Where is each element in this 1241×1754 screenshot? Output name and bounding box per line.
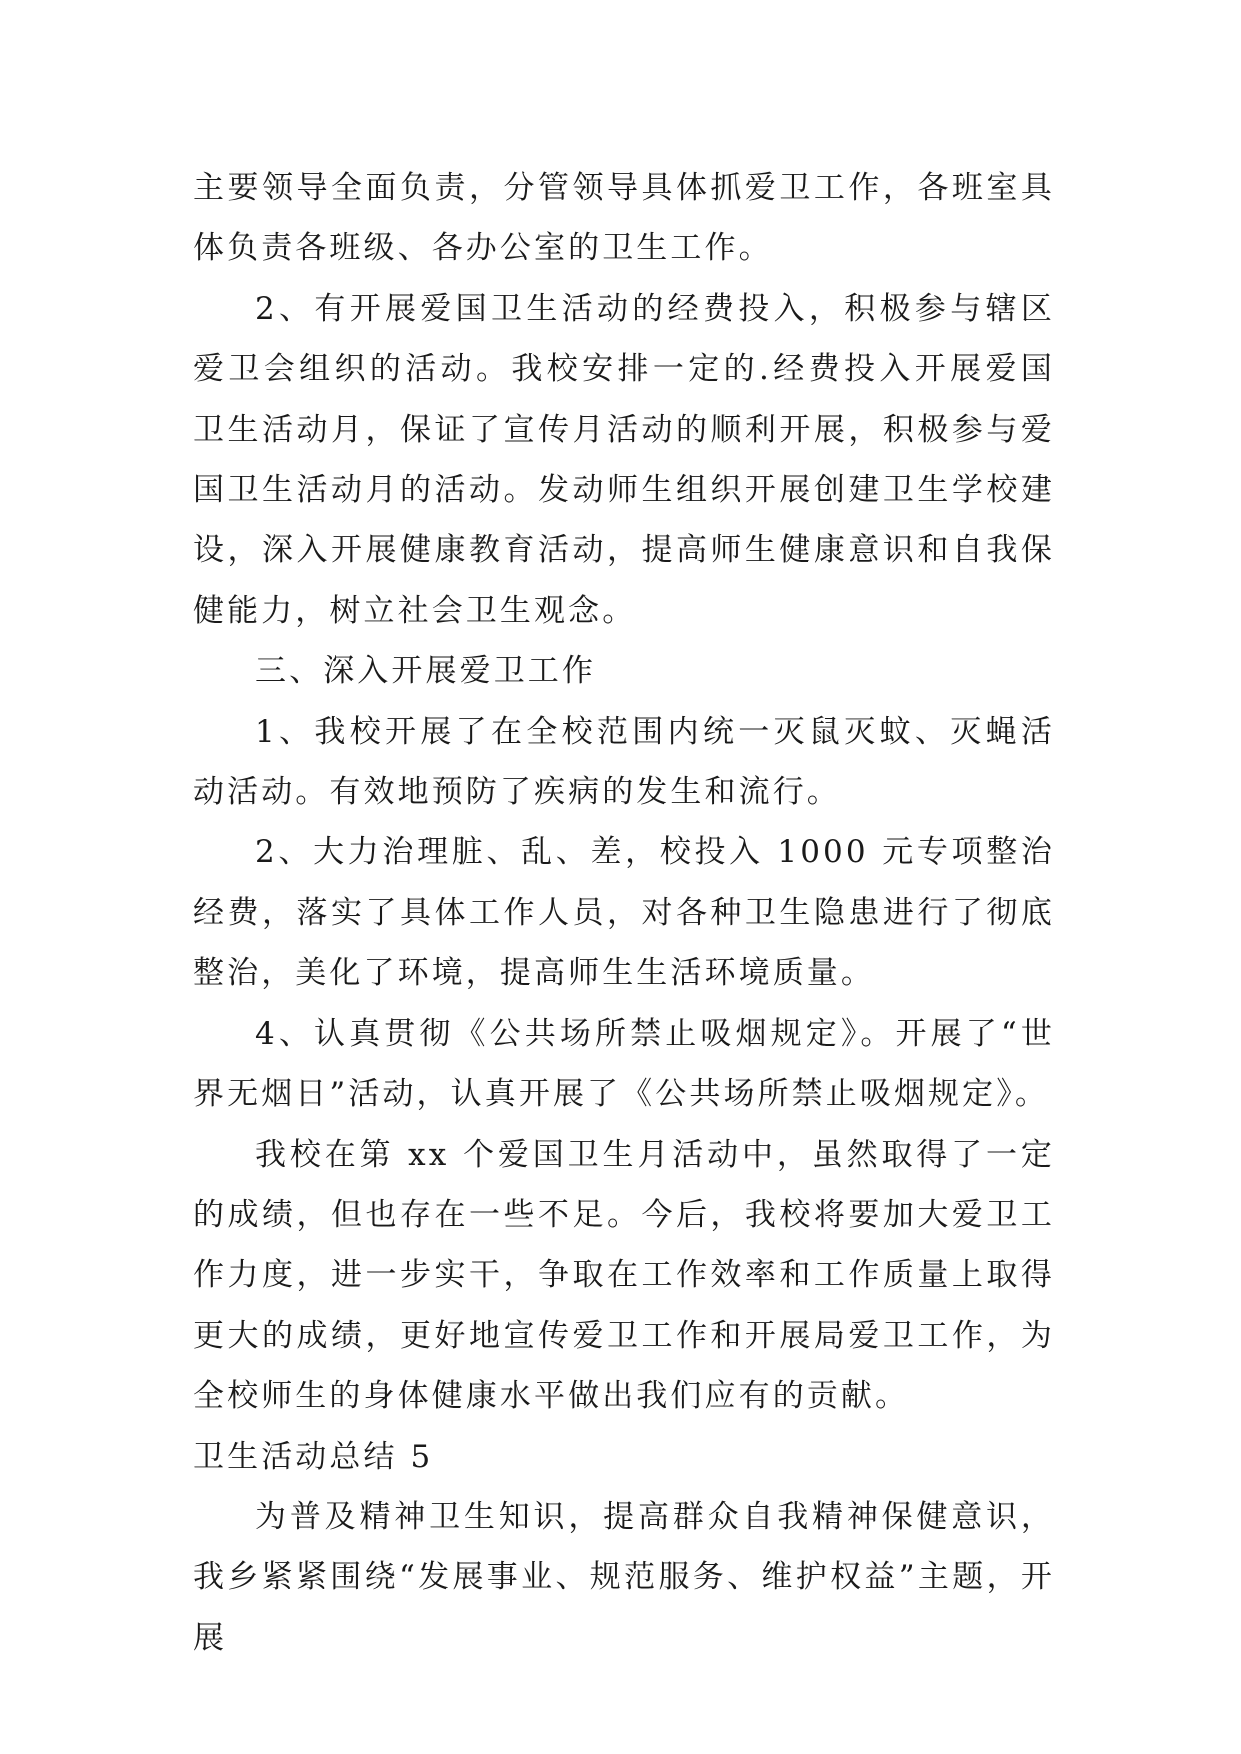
paragraph-pest-control: 1、我校开展了在全校范围内统一灭鼠灭蚊、灭蝇活动活动。有效地预防了疾病的发生和流行。 (193, 713, 1055, 811)
document-subtitle: 卫生活动总结 5 (193, 1438, 434, 1475)
paragraph-no-smoking: 4、认真贯彻《公共场所禁止吸烟规定》。开展了“世界无烟日”活动，认真开展了《公共场所禁止吸烟规定》。 (193, 1015, 1055, 1113)
section-heading-deepen-work: 三、深入开展爱卫工作 (255, 653, 596, 690)
paragraph-environment-cleanup: 2、大力治理脏、乱、差，校投入 1000 元专项整治经费，落实了具体工作人员，对各种卫生隐患进行了彻底整治，美化了环境，提高师生生活环境质量。 (193, 834, 1055, 992)
paragraph-conclusion: 我校在第 xx 个爱国卫生月活动中，虽然取得了一定的成绩，但也存在一些不足。今后，我校将要加大爱卫工作力度，进一步实干，争取在工作效率和工作质量上取得更大的成绩，更好地宣传爱卫工作和开展局爱卫工作，为全校师生的身体健康水平做出我们应有的贡献。 (193, 1136, 1055, 1415)
paragraph-leadership-responsibility: 主要领导全面负责，分管领导具体抓爱卫工作，各班室具体负责各班级、各办公室的卫生工作。 (193, 170, 1055, 267)
document-body (193, 158, 1055, 1668)
paragraph-funding-investment: 2、有开展爱国卫生活动的经费投入，积极参与辖区爱卫会组织的活动。我校安排一定的.经费投入开展爱国卫生活动月，保证了宣传月活动的顺利开展，积极参与爱国卫生活动月的活动。发动师生组织开展创建卫生学校建设，深入开展健康教育活动，提高师生健康意识和自我保健能力，树立社会卫生观念。 (193, 290, 1055, 629)
paragraph-mental-health-intro: 为普及精神卫生知识，提高群众自我精神保健意识，我乡紧紧围绕“发展事业、规范服务、维护权益”主题，开展 (193, 1498, 1055, 1656)
